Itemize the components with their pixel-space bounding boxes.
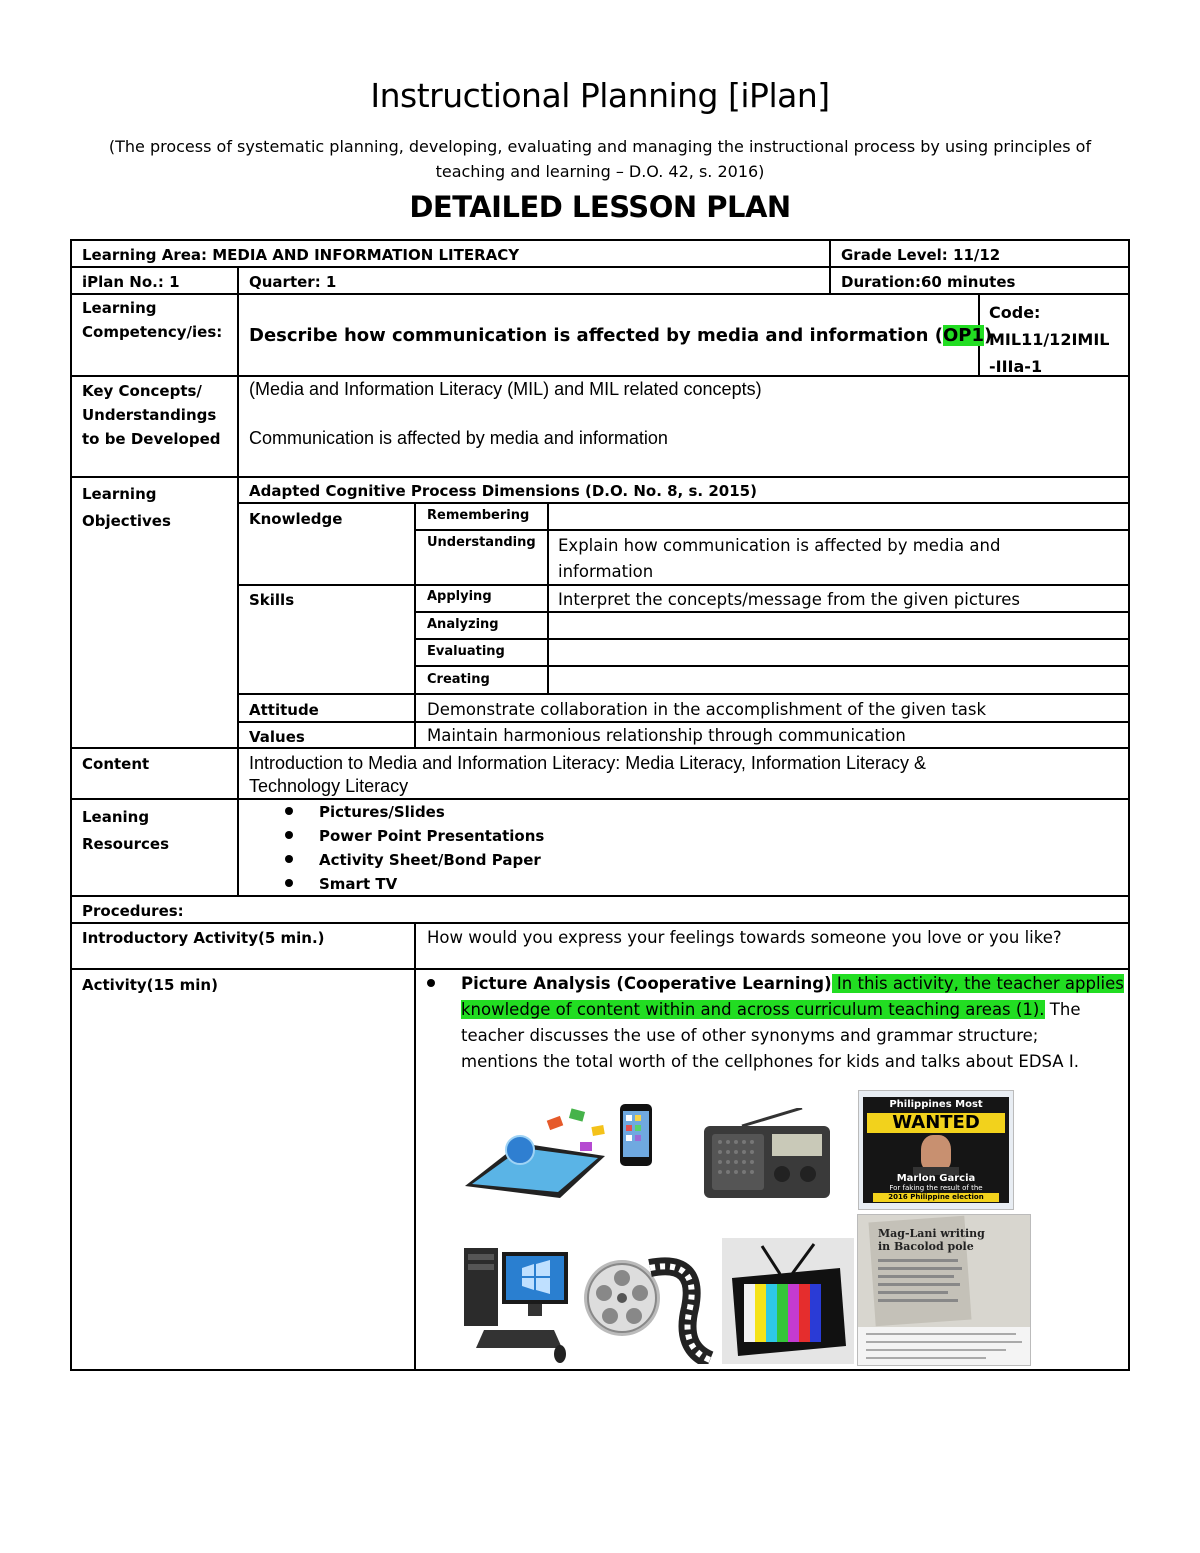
bullet-icon xyxy=(285,855,293,863)
competency-code-tag: OP1 xyxy=(942,325,984,346)
resources-label-1: Leaning xyxy=(82,808,150,826)
poster-line-4: 2016 Philippine election xyxy=(873,1193,999,1202)
row-divider xyxy=(70,375,1130,377)
duration: Duration:60 minutes xyxy=(841,273,1016,291)
values-text: Maintain harmonious relationship through communication xyxy=(427,726,906,745)
analyzing-label: Analyzing xyxy=(427,617,499,632)
key-concepts-label-1: Key Concepts/ xyxy=(82,382,202,400)
bullet-icon xyxy=(285,831,293,839)
bullet-icon xyxy=(285,807,293,815)
activity-line-2 xyxy=(461,997,1124,1023)
poster-wanted: WANTED xyxy=(867,1113,1005,1133)
poster-name: Marlon Garcia xyxy=(896,1173,976,1184)
activity-line-3: teacher discusses the use of other synonyms and grammar structure; xyxy=(461,1026,1039,1045)
bullet-icon xyxy=(427,979,435,987)
attitude-text: Demonstrate collaboration in the accomplishment of the given task xyxy=(427,700,987,719)
row-divider xyxy=(70,266,1130,268)
activity-highlight-1: In this activity, the teacher applies xyxy=(831,974,1124,993)
subtitle-line-2: teaching and learning – D.O. 42, s. 2016) xyxy=(435,162,765,181)
content-label: Content xyxy=(82,755,150,773)
row-divider xyxy=(415,529,1130,531)
creating-label: Creating xyxy=(427,672,490,687)
page-title: Instructional Planning [iPlan] xyxy=(370,76,830,115)
competency-label-1: Learning xyxy=(82,299,157,317)
skills-label: Skills xyxy=(249,591,295,609)
understanding-text-2: information xyxy=(558,562,654,581)
row-divider xyxy=(70,798,1130,800)
cognitive-dimensions-header: Adapted Cognitive Process Dimensions (D.O. No. 8, s. 2015) xyxy=(249,482,757,500)
wanted-poster-image xyxy=(858,1090,1014,1210)
activity-line-1 xyxy=(461,971,1124,997)
attitude-label: Attitude xyxy=(249,701,319,719)
row-divider xyxy=(238,502,1130,504)
clip-headline-2: in Bacolod pole xyxy=(878,1240,974,1253)
resources-label-2: Resources xyxy=(82,835,170,853)
activity-label: Activity(15 min) xyxy=(82,976,218,994)
evaluating-label: Evaluating xyxy=(427,644,505,659)
key-concept-1: (Media and Information Literacy (MIL) and MIL related concepts) xyxy=(249,379,762,399)
quarter: Quarter: 1 xyxy=(249,273,337,291)
iplan-number: iPlan No.: 1 xyxy=(82,273,180,291)
content-text xyxy=(249,752,926,798)
row-divider xyxy=(70,895,1130,897)
understanding-label: Understanding xyxy=(427,535,536,550)
clip-headline-1: Mag-Lani writing xyxy=(878,1227,985,1240)
understanding-text-1: Explain how communication is affected by media and xyxy=(558,536,1001,555)
objectives-label xyxy=(82,481,171,535)
values-label: Values xyxy=(249,728,305,746)
objectives-label-2: Objectives xyxy=(82,512,171,530)
competency-text xyxy=(249,324,992,348)
code-line-2: -IIIa-1 xyxy=(989,357,1043,376)
intro-activity-label: Introductory Activity(5 min.) xyxy=(82,929,325,947)
content-line-2: Technology Literacy xyxy=(249,776,409,796)
resource-item: Pictures/Slides xyxy=(319,803,445,821)
column-divider xyxy=(414,922,416,1371)
newspaper-clipping-image xyxy=(857,1214,1031,1366)
row-divider xyxy=(415,665,1130,667)
key-concept-2: Communication is affected by media and information xyxy=(249,428,668,448)
tablet-media-image xyxy=(460,1098,675,1203)
activity-highlight-2: knowledge of content within and across curriculum teaching areas (1). xyxy=(461,1000,1045,1019)
grade-level: Grade Level: 11/12 xyxy=(841,246,1001,264)
film-reel-image xyxy=(580,1248,716,1364)
row-divider xyxy=(70,293,1130,295)
tv-image xyxy=(722,1238,854,1364)
page-subtitle xyxy=(60,134,1140,184)
code-label: Code: xyxy=(989,303,1041,322)
column-divider xyxy=(414,502,416,748)
activity-method: Picture Analysis (Cooperative Learning) xyxy=(461,974,832,993)
code-line-1: MIL11/12IMIL xyxy=(989,330,1110,349)
activity-line-4: mentions the total worth of the cellphones for kids and talks about EDSA I. xyxy=(461,1052,1079,1071)
resource-item: Power Point Presentations xyxy=(319,827,545,845)
objectives-label-1: Learning xyxy=(82,485,157,503)
applying-label: Applying xyxy=(427,589,492,604)
competency-text-end: ) xyxy=(984,325,993,346)
bullet-icon xyxy=(285,879,293,887)
competency-text-main: Describe how communication is affected by media and information ( xyxy=(249,325,943,346)
lesson-plan-heading: DETAILED LESSON PLAN xyxy=(409,190,791,224)
applying-text: Interpret the concepts/message from the given pictures xyxy=(558,590,1021,609)
poster-line-3: For faking the result of the xyxy=(889,1184,983,1192)
row-divider xyxy=(70,476,1130,478)
column-divider xyxy=(547,502,549,694)
content-line-1: Introduction to Media and Information Literacy: Media Literacy, Information Literacy & xyxy=(249,753,927,773)
activity-description xyxy=(461,971,1124,1075)
column-divider xyxy=(829,239,831,294)
computer-image xyxy=(462,1240,572,1364)
row-divider xyxy=(70,922,1130,924)
resources-label xyxy=(82,804,169,858)
row-divider xyxy=(238,693,1130,695)
knowledge-label: Knowledge xyxy=(249,510,343,528)
row-divider xyxy=(70,968,1130,970)
competency-code xyxy=(989,299,1109,380)
remembering-label: Remembering xyxy=(427,508,530,523)
key-concepts-label xyxy=(82,379,221,451)
activity-after: The xyxy=(1044,1000,1081,1019)
row-divider xyxy=(415,638,1130,640)
procedures-label: Procedures: xyxy=(82,902,184,920)
competency-label-2: Competency/ies: xyxy=(82,323,223,341)
learning-area: Learning Area: MEDIA AND INFORMATION LITERACY xyxy=(82,246,520,264)
understanding-text xyxy=(558,533,1000,585)
subtitle-line-1: (The process of systematic planning, developing, evaluating and managing the instructional process by using principles of xyxy=(108,137,1092,156)
key-concepts-label-2: Understandings xyxy=(82,406,217,424)
key-concepts-label-3: to be Developed xyxy=(82,430,221,448)
resource-item: Activity Sheet/Bond Paper xyxy=(319,851,541,869)
column-divider xyxy=(237,266,239,896)
resource-item: Smart TV xyxy=(319,875,398,893)
poster-line-1: Philippines Most xyxy=(889,1099,983,1110)
intro-activity-text: How would you express your feelings towards someone you love or you like? xyxy=(427,928,1062,947)
radio-image xyxy=(702,1108,834,1201)
